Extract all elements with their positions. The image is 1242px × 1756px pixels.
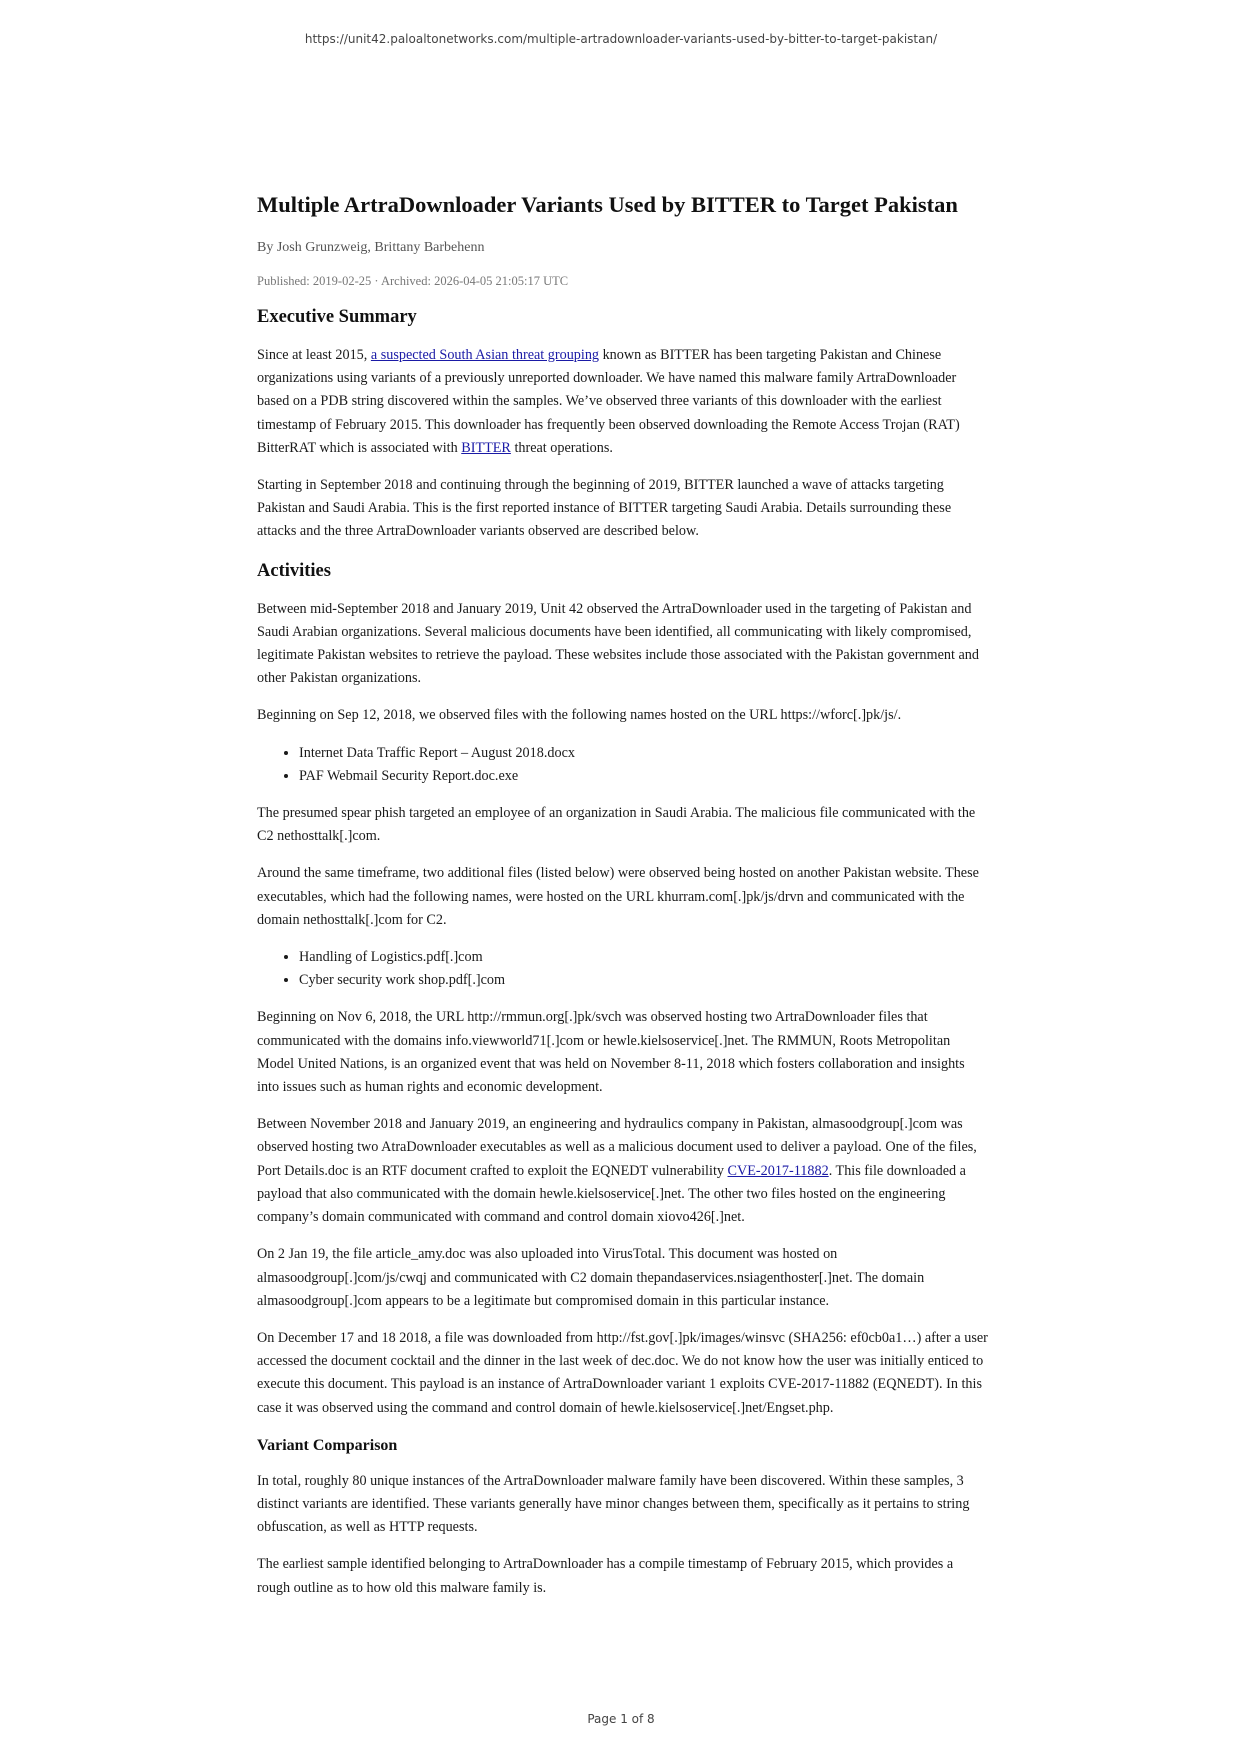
article-byline: By Josh Grunzweig, Brittany Barbehenn [257, 240, 485, 255]
threat-grouping-link[interactable]: a suspected South Asian threat grouping [370, 347, 600, 363]
exec-summary-heading: Executive Summary [257, 307, 417, 327]
article-meta: Published: 2019-02-25 · Archived: 2026-04-05 21:05:17 UTC [257, 274, 569, 288]
list-item: • PAF Webmail Security Report.doc.exe [299, 765, 989, 788]
activities-paragraph-2: Beginning on Sep 12, 2018, we observed files with the following names hosted on the URL https://wforc[.]pk/js/. [257, 707, 902, 724]
list-item: • Cyber security work shop.pdf[.]com [299, 969, 989, 992]
cve-link[interactable]: CVE-2017-11882 [727, 1162, 829, 1179]
list-item: • Internet Data Traffic Report – August 2018.docx [299, 742, 989, 765]
activities-paragraph-8: On December 17 and 18 2018, a file was downloaded from http://fst.gov[.]pk/images/winsvc (SHA256: ef0cb0a1…) after a user accessed the document cocktail and the dinner in the last week of dec.doc. We do not know how the user was initially enticed to execute this document. This payload is an instance of ArtraDownloader variant 1 exploits CVE-2017-11882 (EQNEDT). In this case it was observed using the command and control domain of hewle.kielsoservice[.]net/Engset.php. [257, 1329, 988, 1416]
activities-paragraph-5: Beginning on Nov 6, 2018, the URL http://rmmun.org[.]pk/svch was observed hosting two ArtraDownloader files that communicated with the domains info.viewworld71[.]com or hewle.kielsoservice[.]net. The RMMUN, Roots Metropolitan Model United Nations, is an organized event that was held on November 8-11, 2018 which fosters collaboration and insights into issues such as human rights and economic development. [257, 1009, 965, 1096]
text-segment: known as BITTER has been targeting Pakistan and Chinese organizations using variants of a previously unreported downloader. We have named this malware family ArtraDownloader based on a PDB string discovered within the samples. We’ve observed three variants of this downloader with the earliest timestamp of February 2015. This downloader has frequently been observed downloading the Remote Access Trojan (RAT) BitterRAT which is associated with [257, 347, 960, 456]
file-list-1 [257, 742, 989, 788]
variant-comparison-heading: Variant Comparison [257, 1436, 398, 1454]
variant-comparison-paragraph-2: The earliest sample identified belonging to ArtraDownloader has a compile timestamp of February 2015, which provides a rough outline as to how old this malware family is. [257, 1556, 954, 1596]
article-title: Multiple ArtraDownloader Variants Used by BITTER to Target Pakistan [257, 192, 958, 217]
activities-paragraph-3: The presumed spear phish targeted an employee of an organization in Saudi Arabia. The malicious file communicated with the C2 nethosttalk[.]com. [257, 805, 976, 845]
text-segment: Since at least 2015, [257, 347, 371, 363]
activities-heading: Activities [257, 560, 331, 581]
bitter-link[interactable]: BITTER [461, 439, 511, 456]
variant-comparison-paragraph-1: In total, roughly 80 unique instances of the ArtraDownloader malware family have been discovered. Within these samples, 3 distinct variants are identified. These variants generally have minor changes between them, specifically as it pertains to string obfuscation, as well as HTTP requests. [257, 1472, 970, 1536]
text-segment: threat operations. [510, 439, 613, 456]
activities-paragraph-6 [257, 1113, 989, 1229]
text-segment: Between November 2018 and January 2019, an engineering and hydraulics company in Pakistan, almasoodgroup[.]com was observed hosting two AtraDownloader executables as well as a malicious document used to deliver a payload. One of the files, Port Details.doc is an RTF document crafted to exploit the EQNEDT vulnerability [257, 1116, 977, 1179]
activities-paragraph-7: On 2 Jan 19, the file article_amy.doc was also uploaded into VirusTotal. This document was hosted on almasoodgroup[.]com/js/cwqj and communicated with C2 domain thepandaservices.nsiagenthoster[.]net. The domain almasoodgroup[.]com appears to be a legitimate but compromised domain in this particular instance. [257, 1246, 925, 1309]
page-url-header: https://unit42.paloaltonetworks.com/multiple-artradownloader-variants-used-by-bitter-to-target-pakistan/ [304, 32, 938, 46]
activities-paragraph-4: Around the same timeframe, two additional files (listed below) were observed being hosted on another Pakistan website. These executables, which had the following names, were hosted on the URL khurram.com[.]pk/js/drvn and communicated with the domain nethosttalk[.]com for C2. [257, 865, 979, 928]
text-segment: . This file downloaded a payload that also communicated with the domain hewle.kielsoservice[.]net. The other two files hosted on the engineering company’s domain communicated with command and control domain xiovo426[.]net. [257, 1162, 966, 1226]
exec-summary-paragraph-2: Starting in September 2018 and continuing through the beginning of 2019, BITTER launched a wave of attacks targeting Pakistan and Saudi Arabia. This is the first reported instance of BITTER targeting Saudi Arabia. Details surrounding these attacks and the three ArtraDownloader variants observed are described below. [257, 477, 952, 540]
exec-summary-paragraph-1 [257, 344, 989, 460]
page-number: Page 1 of 8 [587, 1712, 655, 1726]
activities-paragraph-1: Between mid-September 2018 and January 2019, Unit 42 observed the ArtraDownloader used in the targeting of Pakistan and Saudi Arabian organizations. Several malicious documents have been identified, all communicating with likely compromised, legitimate Pakistan websites to retrieve the payload. These websites include those associated with the Pakistan government and other Pakistan organizations. [257, 600, 979, 687]
file-list-2 [257, 946, 989, 992]
list-item: • Handling of Logistics.pdf[.]com [299, 946, 989, 969]
article-content [257, 190, 989, 1614]
